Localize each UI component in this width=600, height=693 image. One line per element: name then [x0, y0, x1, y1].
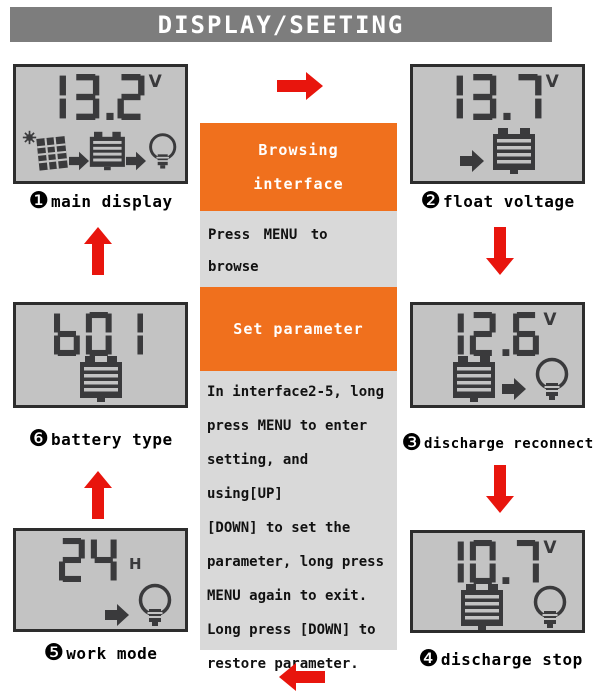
panel-label-text: float voltage	[442, 192, 575, 211]
unit-label: V	[148, 72, 162, 92]
panel-label-text: discharge stop	[440, 650, 583, 669]
lcd-reading	[24, 538, 177, 582]
step-number-badge: ❹	[418, 646, 439, 672]
arrow-right-icon	[126, 148, 146, 174]
arrow-right-icon	[460, 148, 484, 174]
red-arrow-down-icon	[486, 465, 514, 513]
lcd-reading	[421, 540, 574, 584]
lcd-reading	[421, 74, 574, 120]
red-arrow-up-icon	[84, 227, 112, 275]
lcd-panel-discharge-stop	[410, 530, 585, 633]
set-desc-line: press MENU to enter	[207, 418, 368, 434]
panel-label-discharge-reconnect	[400, 432, 595, 455]
lcd-icon-row	[421, 356, 574, 402]
set-desc-line: In interface2-5, long	[207, 384, 385, 400]
set-desc-line: setting, and using[UP]	[207, 452, 309, 502]
browsing-interface-header	[200, 123, 397, 211]
battery-icon	[460, 584, 504, 630]
battery-icon	[492, 128, 536, 174]
lcd-icon-row	[24, 582, 177, 628]
panel-label-text: main display	[51, 192, 173, 211]
red-arrow-down-icon	[486, 227, 514, 275]
panel-label-text: work mode	[66, 644, 158, 663]
lcd-panel-main-display	[13, 64, 188, 184]
seven-segment-value	[436, 74, 541, 120]
lcd-panel-discharge-reconnect	[410, 302, 585, 408]
lcd-icon-row	[421, 584, 574, 630]
arrow-right-icon	[105, 602, 129, 628]
lcd-reading	[24, 74, 177, 120]
browsing-title-line1: Browsing	[258, 141, 339, 159]
panel-label-discharge-stop	[408, 648, 593, 671]
set-parameter-description	[200, 371, 397, 672]
bulb-icon	[530, 584, 570, 630]
panel-label-float-voltage	[410, 190, 585, 213]
step-number-badge: ❸	[401, 430, 422, 456]
arrow-right-icon	[502, 376, 526, 402]
red-arrow-left-icon	[279, 663, 325, 691]
lcd-icon-row	[22, 126, 179, 174]
battery-icon	[89, 128, 126, 174]
seven-segment-value	[39, 74, 144, 120]
step-number-badge: ❺	[43, 640, 65, 666]
arrow-right-icon	[69, 148, 89, 174]
title-banner: DISPLAY/SEETING	[10, 7, 552, 42]
panel-label-main-display	[13, 190, 188, 213]
solar-panel-icon	[22, 126, 69, 174]
browsing-title-line2: interface	[253, 175, 344, 193]
seven-segment-value	[59, 538, 117, 582]
panel-label-text: battery type	[51, 430, 173, 449]
lcd-reading	[24, 312, 177, 356]
lcd-icon-row	[421, 128, 574, 174]
unit-label: V	[543, 310, 557, 330]
bulb-icon	[532, 356, 572, 402]
browsing-desc-line: Press MENU to browse	[208, 227, 328, 275]
unit-label: H	[129, 555, 142, 573]
set-desc-line: Long press [DOWN] to	[207, 622, 376, 638]
set-parameter-header	[200, 287, 397, 371]
red-arrow-right-icon	[277, 72, 323, 100]
set-desc-line: MENU again to exit.	[207, 588, 368, 604]
lcd-reading	[421, 312, 574, 356]
seven-segment-value	[438, 312, 539, 356]
unit-label: V	[545, 72, 559, 92]
set-desc-line: restore parameter.	[207, 656, 359, 672]
unit-label: V	[543, 538, 557, 558]
set-desc-line: parameter, long press	[207, 554, 385, 570]
battery-icon	[452, 356, 496, 402]
seven-segment-value	[54, 312, 144, 356]
browsing-description	[200, 211, 397, 287]
lcd-panel-battery-type	[13, 302, 188, 408]
bulb-icon	[146, 128, 179, 174]
battery-icon	[79, 356, 123, 402]
red-arrow-up-icon	[84, 471, 112, 519]
panel-label-text: discharge reconnect	[423, 435, 594, 452]
lcd-panel-work-mode	[13, 528, 188, 632]
panel-label-battery-type	[13, 428, 188, 451]
step-number-badge: ❻	[28, 426, 50, 452]
step-number-badge: ❷	[420, 188, 441, 214]
lcd-panel-float-voltage	[410, 64, 585, 184]
set-desc-line: [DOWN] to set the	[207, 520, 351, 536]
seven-segment-value	[438, 540, 539, 584]
lcd-icon-row	[24, 356, 177, 402]
bulb-icon	[135, 582, 175, 628]
step-number-badge: ❶	[28, 188, 50, 214]
set-parameter-title: Set parameter	[233, 320, 364, 338]
panel-label-work-mode	[13, 642, 188, 665]
